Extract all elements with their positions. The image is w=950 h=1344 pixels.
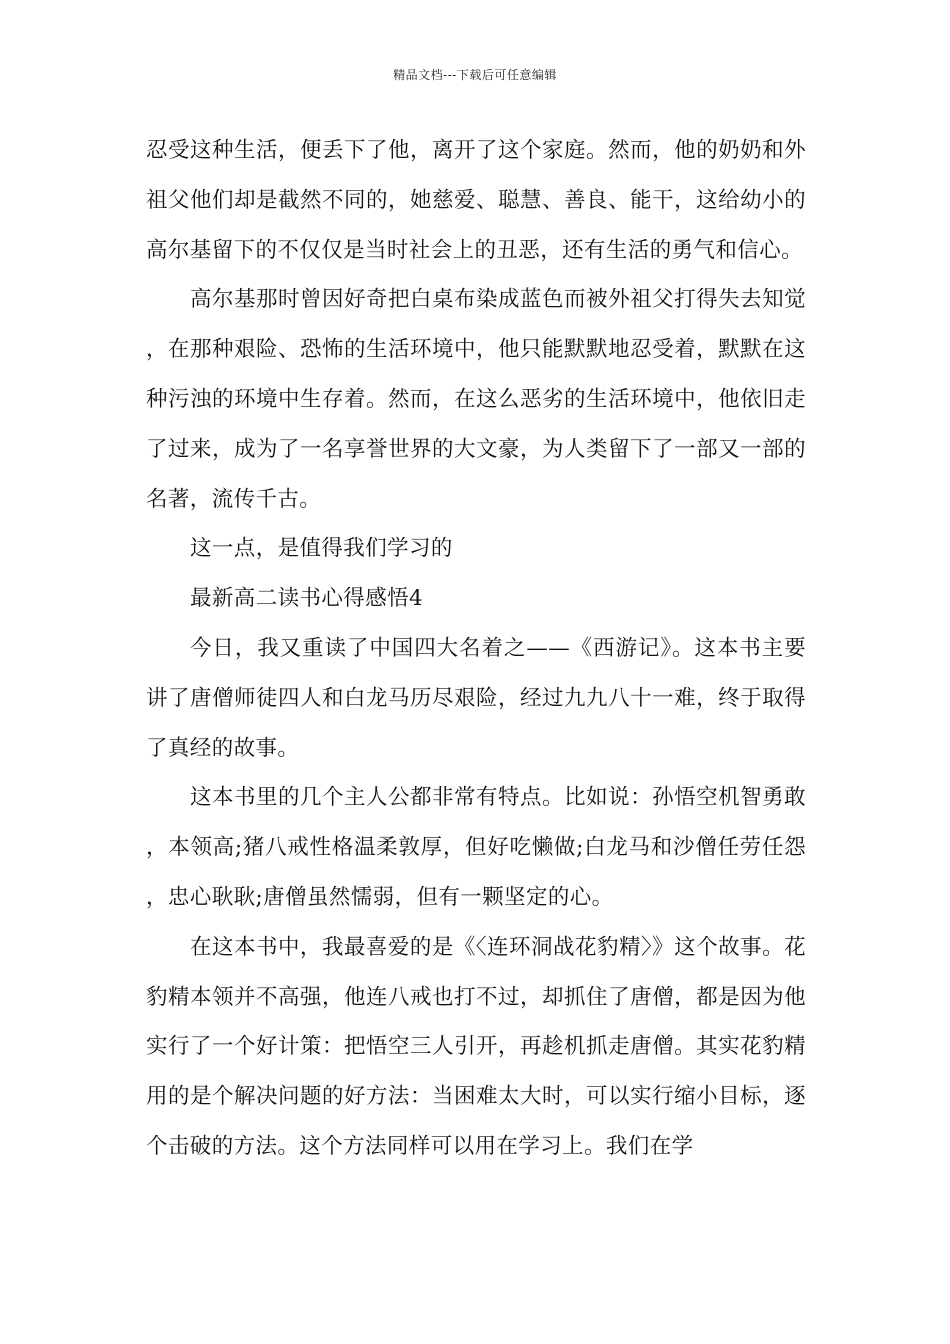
- paragraph-journey-west-intro: 今日，我又重读了中国四大名着之——《西游记》。这本书主要讲了唐僧师徒四人和白龙马历尽艰险，经过九九八十一难，终于取得了真经的故事。: [146, 635, 806, 761]
- paragraph-gorky-childhood: 高尔基那时曾因好奇把白桌布染成蓝色而被外祖父打得失去知觉，在那种艰险、恐怖的生活环境中，他只能默默地忍受着，默默在这种污浊的环境中生存着。然而，在这么恶劣的生活环境中，他依旧走了过来，成为了一名享誉世界的大文豪，为人类留下了一部又一部的名著，流传千古。: [146, 287, 806, 512]
- paragraph-continuation: 忍受这种生活，便丢下了他，离开了这个家庭。然而，他的奶奶和外祖父他们却是截然不同的，她慈爱、聪慧、善良、能干，这给幼小的高尔基留下的不仅仅是当时社会上的丑恶，还有生活的勇气和信心。: [146, 138, 806, 263]
- paragraph-characters: 这本书里的几个主人公都非常有特点。比如说：孙悟空机智勇敢，本领高;猪八戒性格温柔敦厚，但好吃懒做;白龙马和沙僧任劳任怨，忠心耿耿;唐僧虽然懦弱，但有一颗坚定的心。: [146, 785, 806, 910]
- document-body: [146, 126, 806, 1172]
- page-header: 精品文档---下载后可任意编辑: [393, 68, 557, 82]
- section-heading: 最新高二读书心得感悟4: [190, 586, 424, 612]
- paragraph-lesson: 这一点，是值得我们学习的: [190, 536, 453, 562]
- paragraph-favorite-story: 在这本书中，我最喜爱的是《〈连环洞战花豹精〉》这个故事。花豹精本领并不高强，他连八戒也打不过，却抓住了唐僧，都是因为他实行了一个好计策：把悟空三人引开，再趁机抓走唐僧。其实花豹精用的是个解决问题的好方法：当困难太大时，可以实行缩小目标，逐个击破的方法。这个方法同样可以用在学习上。我们在学: [146, 934, 806, 1159]
